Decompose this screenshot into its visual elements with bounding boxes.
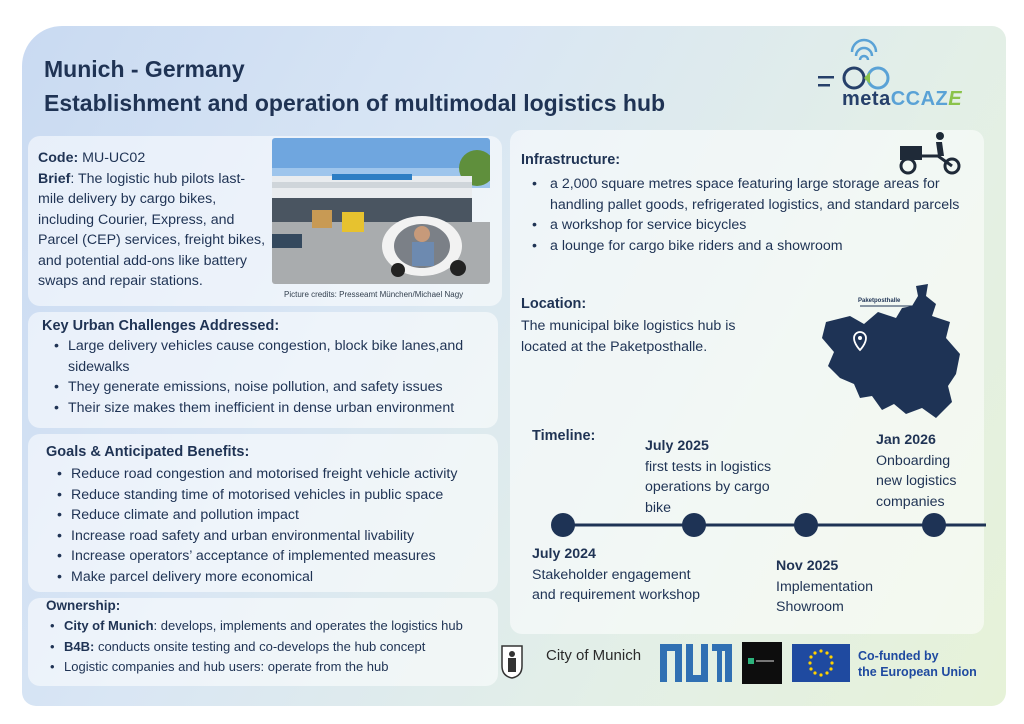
list-item: • a lounge for cargo bike riders and a showroom	[526, 236, 976, 257]
timeline-dot	[551, 513, 575, 537]
timeline-dot	[922, 513, 946, 537]
logistics-hub-photo	[272, 138, 490, 284]
metaccaze-logo-text: metaCCAZE	[842, 88, 963, 110]
b4b-logo-icon	[742, 642, 782, 684]
timeline-event: Nov 2025 Implementation Showroom	[776, 558, 873, 615]
timeline-event: July 2025 first tests in logistics operations by cargo bike	[645, 438, 772, 516]
location-heading: Location:	[521, 296, 587, 312]
munich-coat-of-arms-icon	[500, 644, 524, 680]
ownership-heading: Ownership:	[46, 598, 121, 613]
page-title-city: Munich - Germany	[44, 56, 245, 82]
timeline-event: Jan 2026 Onboarding new logistics companies	[876, 432, 957, 510]
cofunded-label: Co-funded by the European Union	[858, 649, 977, 679]
list-item: • Reduce climate and pollution impact	[55, 505, 495, 526]
list-item: • City of Munich: develops, implements and operates the logistics hub	[48, 616, 498, 637]
city-of-munich-label: City of Munich	[546, 647, 642, 664]
goals-heading: Goals & Anticipated Benefits:	[46, 444, 250, 460]
map-label: Paketposthalle	[858, 298, 901, 304]
list-item: • Increase road safety and urban environmental livability	[55, 526, 495, 547]
list-item: • Make parcel delivery more economical	[55, 567, 495, 588]
list-item: • Their size makes them inefficient in dense urban environment	[52, 398, 496, 419]
list-item: • Large delivery vehicles cause congestion, block bike lanes,and sidewalks	[52, 336, 496, 377]
brief-text: Code: MU-UC02 Brief: The logistic hub pilots last-mile delivery by cargo bikes, including Courier, Express, and Parcel (CEP) services, freight bikes, and potential add-ons like battery swaps and repair stations.	[38, 150, 266, 289]
eu-flag-icon	[792, 644, 850, 682]
infrastructure-heading: Infrastructure:	[521, 152, 621, 168]
timeline-dot	[794, 513, 818, 537]
infrastructure-list	[526, 174, 976, 256]
timeline-event: July 2024 Stakeholder engagement and requirement workshop	[532, 546, 700, 603]
goals-list	[55, 464, 495, 587]
list-item: • a workshop for service bicycles	[526, 215, 976, 236]
timeline-heading: Timeline:	[532, 428, 596, 444]
list-item: • Reduce road congestion and motorised freight vehicle activity	[55, 464, 495, 485]
location-text: The municipal bike logistics hub is located at the Paketposthalle.	[521, 318, 736, 355]
ownership-list	[48, 616, 498, 678]
list-item: • Reduce standing time of motorised vehicles in public space	[55, 485, 495, 506]
page-title: Establishment and operation of multimodal logistics hub	[44, 90, 666, 116]
challenges-heading: Key Urban Challenges Addressed:	[42, 318, 280, 334]
challenges-list	[52, 336, 496, 418]
list-item: • Logistic companies and hub users: operate from the hub	[48, 657, 498, 678]
list-item: • Increase operators’ acceptance of implemented measures	[55, 546, 495, 567]
list-item: • a 2,000 square metres space featuring large storage areas for handling pallet goods, refrigerated logistics, and standard parcels	[526, 174, 976, 215]
photo-credits: Picture credits: Presseamt München/Michael Nagy	[284, 290, 464, 299]
tum-logo-icon	[660, 644, 732, 682]
list-item: • B4B: conducts onsite testing and co-develops the hub concept	[48, 637, 498, 658]
cargo-bike-icon	[898, 130, 964, 178]
list-item: • They generate emissions, noise pollution, and safety issues	[52, 377, 496, 398]
